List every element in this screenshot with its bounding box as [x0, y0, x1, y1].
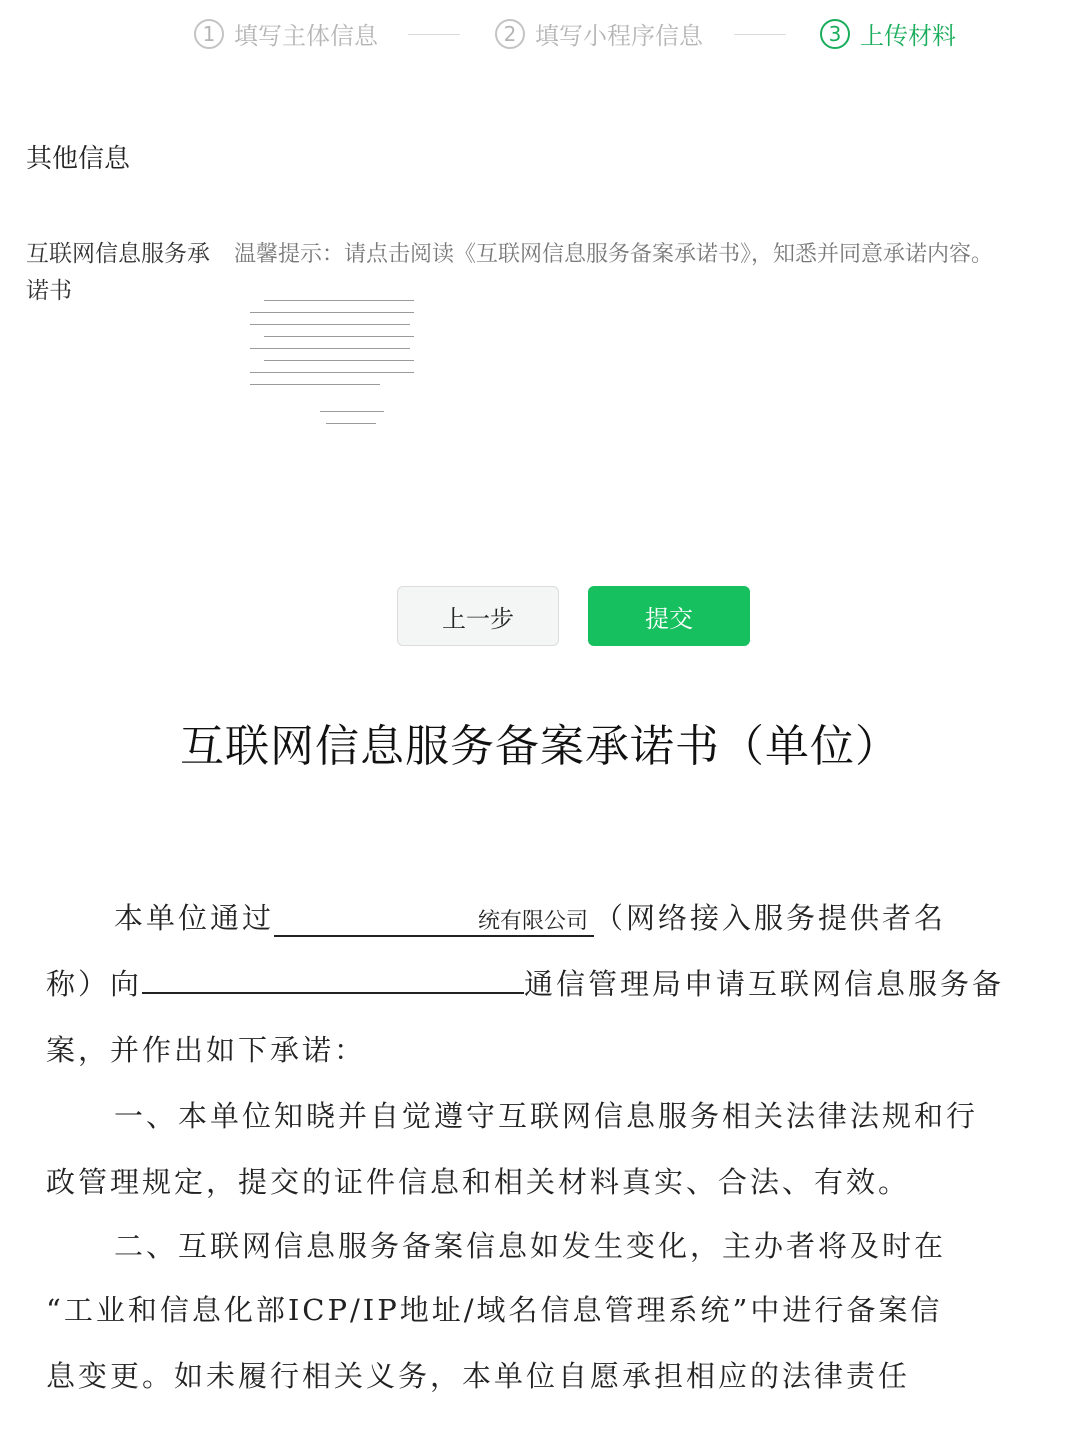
section-title: 其他信息: [26, 144, 131, 174]
step-2-label: 填写小程序信息: [535, 22, 703, 50]
stepper: [0, 12, 1080, 60]
step-3: [820, 16, 956, 51]
document-line: 息变更。如未履行相关义务，本单位自愿承担相应的法律责任: [46, 1359, 911, 1393]
submit-button[interactable]: 提交: [588, 586, 750, 646]
step-3-number: 3: [820, 19, 850, 49]
document-line: 二、互联网信息服务备案信息如发生变化，主办者将及时在: [114, 1229, 947, 1263]
authority-blank: [142, 992, 524, 994]
document-line: 一、本单位知晓并自觉遵守互联网信息服务相关法律法规和行: [114, 1099, 979, 1133]
commitment-hint[interactable]: 温馨提示：请点击阅读《互联网信息服务备案承诺书》，知悉并同意承诺内容。: [234, 242, 994, 267]
provider-name-blank: 统有限公司: [274, 904, 594, 937]
document-title: 互联网信息服务备案承诺书（单位）: [180, 721, 900, 772]
document-line: 本单位通过 统有限公司 （网络接入服务提供者名: [114, 901, 947, 935]
step-1: [194, 16, 378, 51]
document-line: “工业和信息化部ICP/IP地址/域名信息管理系统”中进行备案信: [46, 1293, 943, 1327]
step-divider: [408, 34, 460, 35]
step-3-label: 上传材料: [860, 22, 956, 50]
step-1-label: 填写主体信息: [234, 22, 378, 50]
commitment-field-label: 互联网信息服务承诺书: [26, 241, 210, 304]
document-line: 称）向 通信管理局申请互联网信息服务备: [46, 967, 1005, 1001]
step-2-number: 2: [495, 19, 525, 49]
step-divider: [734, 34, 786, 35]
document-line: 案，并作出如下承诺：: [46, 1033, 367, 1067]
document-line: 政管理规定，提交的证件信息和相关材料真实、合法、有效。: [46, 1165, 911, 1199]
step-1-number: 1: [194, 19, 224, 49]
commitment-document-thumbnail[interactable]: [250, 296, 420, 436]
prev-step-button[interactable]: 上一步: [397, 586, 559, 646]
step-2: [495, 16, 703, 51]
